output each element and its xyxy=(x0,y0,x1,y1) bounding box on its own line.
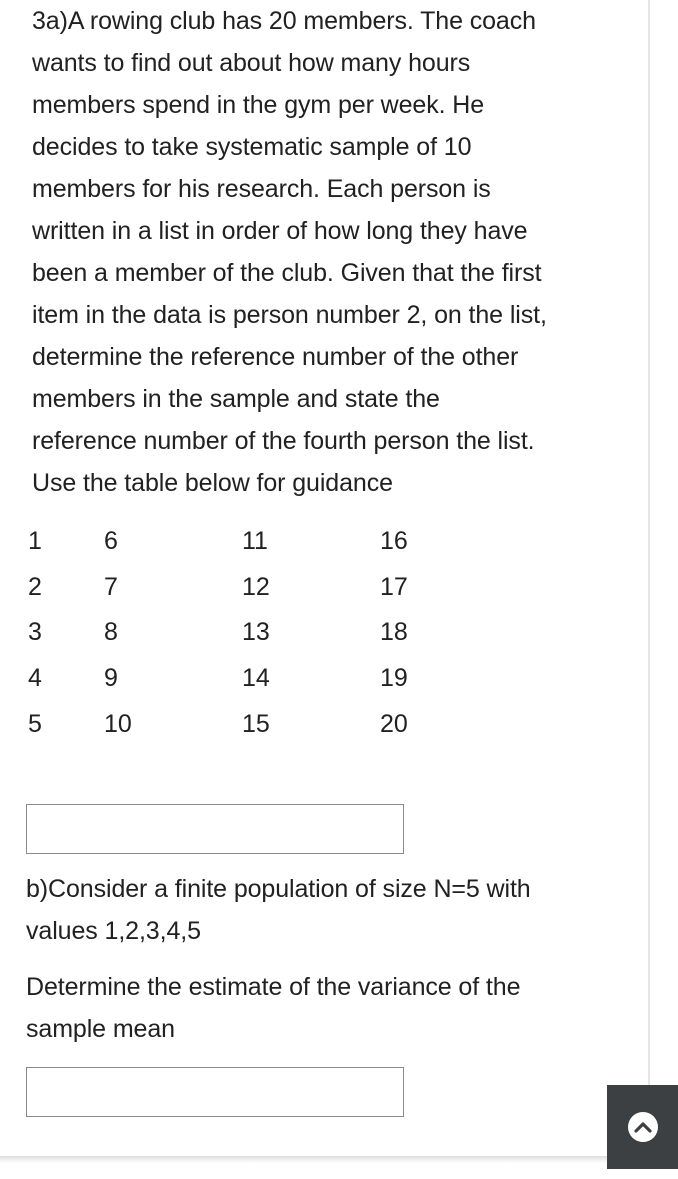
grid-cell: 5 xyxy=(28,710,42,738)
page-right-border xyxy=(648,0,650,1158)
grid-cell: 18 xyxy=(380,618,408,646)
grid-cell: 12 xyxy=(242,573,270,601)
grid-cell: 19 xyxy=(380,664,408,692)
grid-cell: 17 xyxy=(380,573,408,601)
question-b-line: b)Consider a finite population of size N=5 with xyxy=(26,875,531,903)
grid-cell: 11 xyxy=(242,527,268,555)
grid-cell: 13 xyxy=(242,618,270,646)
question-b-text xyxy=(26,868,626,952)
question-a-line: members spend in the gym per week. He xyxy=(32,91,485,119)
grid-cell: 16 xyxy=(380,527,408,555)
question-a-line: written in a list in order of how long they have xyxy=(32,217,528,245)
grid-cell: 4 xyxy=(28,664,42,692)
question-b xyxy=(26,868,626,1050)
question-content xyxy=(26,0,626,1043)
scroll-top-button[interactable] xyxy=(607,1085,678,1169)
grid-cell: 10 xyxy=(104,710,132,738)
grid-cell: 15 xyxy=(242,710,270,738)
question-a-line: decides to take systematic sample of 10 xyxy=(32,133,472,161)
grid-cell: 9 xyxy=(104,664,118,692)
question-a-line: wants to find out about how many hours xyxy=(32,49,471,77)
grid-cell: 3 xyxy=(28,618,42,646)
chevron-up-icon xyxy=(628,1112,658,1142)
grid-cell: 1 xyxy=(28,527,42,555)
question-a-line: reference number of the fourth person the list. xyxy=(32,427,535,455)
question-b-line: Determine the estimate of the variance of the xyxy=(26,973,521,1001)
question-a-line: item in the data is person number 2, on the list, xyxy=(32,301,547,329)
question-b-line: sample mean xyxy=(26,1015,175,1043)
question-a-line: 3a)A rowing club has 20 members. The coach xyxy=(32,7,536,35)
answer-b-input[interactable] xyxy=(26,1067,404,1117)
answer-a-input[interactable] xyxy=(26,804,404,854)
grid-cell: 14 xyxy=(242,664,270,692)
question-b-line: values 1,2,3,4,5 xyxy=(26,917,201,945)
question-a-line: Use the table below for guidance xyxy=(32,469,393,497)
question-a-text xyxy=(26,0,626,504)
question-a-line: determine the reference number of the other xyxy=(32,343,519,371)
grid-cell: 6 xyxy=(104,527,118,555)
question-b-instruction xyxy=(26,966,626,1050)
question-a-line: members in the sample and state the xyxy=(32,385,440,413)
question-a-line: members for his research. Each person is xyxy=(32,175,491,203)
question-a-line: been a member of the club. Given that the first xyxy=(32,259,542,287)
page-bottom-shadow xyxy=(0,1156,650,1164)
grid-cell: 8 xyxy=(104,618,118,646)
grid-cell: 2 xyxy=(28,573,42,601)
grid-cell: 20 xyxy=(380,710,408,738)
grid-cell: 7 xyxy=(104,573,118,601)
